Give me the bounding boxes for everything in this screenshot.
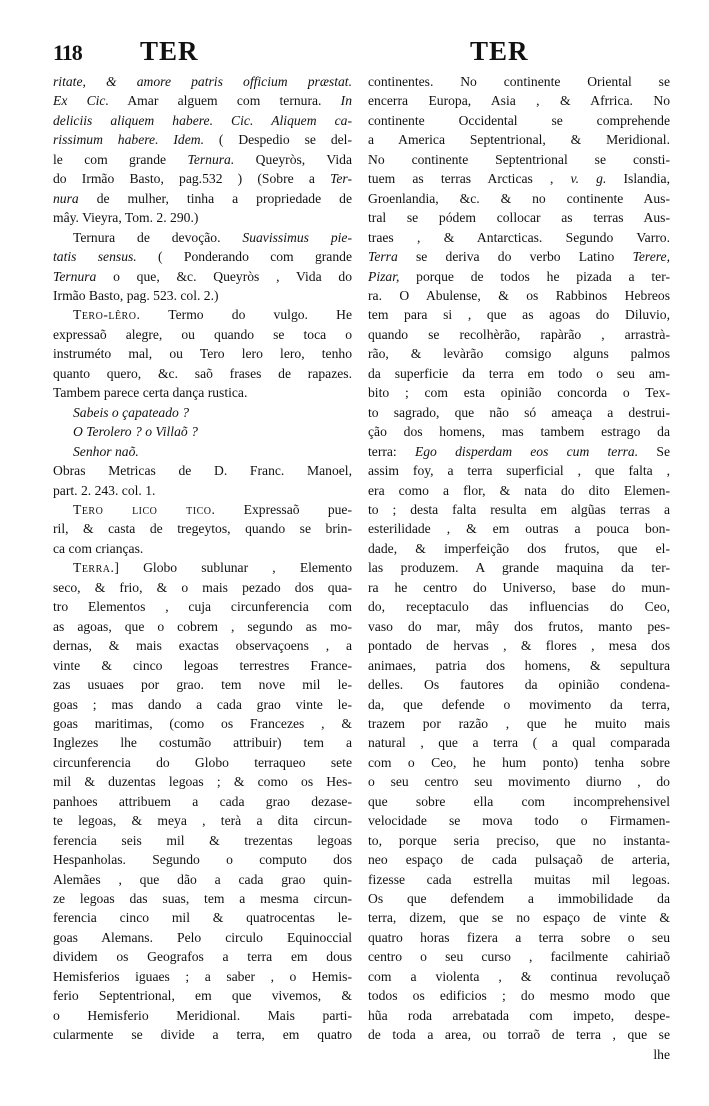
text-segment: terra: [368,443,415,459]
text-segment: continente Occidental se comprehende [368,112,670,128]
text-segment: delles. Os fautores da opinião condena- [368,677,670,693]
text-segment: ( Despedio se del- [204,132,352,148]
text-line [368,247,670,266]
text-segment: traes , & Antarcticas. Segundo Varro. [368,229,670,245]
text-line [368,383,670,402]
text-line [53,267,352,286]
text-segment: Islandia, [606,171,670,187]
text-line [368,325,670,344]
italic-text: Ego disperdam eos cum terra. [414,443,639,459]
text-line [368,850,670,869]
text-segment: seco, & frio, & o mais pezado dos qua- [53,579,352,595]
page-number: 118 [53,40,82,65]
text-line [368,889,670,908]
text-line [53,364,352,383]
text-segment: terra, dizem, que se no espaço de vinte & [368,910,670,926]
text-segment: esterilidade , & em outras a pouca bon- [368,521,670,537]
text-segment: tuem as terras Arcticas , [368,171,571,187]
text-line [368,617,670,636]
text-segment: dade, & imperfeição dos frutos, que el- [368,540,670,556]
text-line [368,169,670,188]
italic-text: Sabeis o çapateado ? [73,404,190,420]
text-line [368,986,670,1005]
text-segment: porque de todos he pizada a ter- [399,268,670,284]
text-segment: Groenlandia, &c. & no continente Aus- [368,190,670,206]
text-line [368,636,670,655]
text-line [368,403,670,422]
text-line [368,111,670,130]
text-line [368,481,670,500]
italic-text: Terra [368,249,398,265]
text-line [53,247,352,266]
text-line [368,539,670,558]
text-line [53,72,352,91]
text-segment: dividem os Geografos a terra em dous [53,949,352,965]
text-line [53,597,352,616]
text-line [368,928,670,947]
text-line [368,870,670,889]
text-segment: circunferencia do Globo terraqueo sete [53,754,352,770]
text-line [53,753,352,772]
text-segment: neo espaço de cada pulsaçaõ de arteria, [368,852,670,868]
text-line [368,831,670,850]
text-line [53,403,352,422]
text-line [53,442,352,461]
text-segment: las produzem. A grande maquina da ter- [368,560,670,576]
text-line [368,130,670,149]
text-segment: Se [638,443,670,459]
text-line [53,130,352,149]
text-line [368,714,670,733]
text-segment: goas maritimas, (como os Francezes , & [53,715,352,731]
text-segment: todos os edificios ; do mesmo modo que [368,988,670,1004]
text-line [368,967,670,986]
text-segment: Tambem parece certa dança rustica. [53,385,248,401]
text-segment: zas usuaes por grao. tem nove mil le- [53,677,352,693]
text-line [53,714,352,733]
text-segment: do Irmão Basto, pag.532 ) (Sobre a [53,171,331,187]
text-line [368,91,670,110]
text-segment: Hemisferios iguaes ; a saber , o Hemis- [53,968,352,984]
text-line [368,558,670,577]
text-segment: ca com crianças. [53,540,144,556]
italic-text: Ex Cic. [53,93,109,109]
text-line [53,208,352,227]
text-line [53,733,352,752]
text-line [53,831,352,850]
text-line [368,792,670,811]
entry-headword: Terra. [73,560,115,576]
text-segment: era como a flor, & nata do dito Elemen- [368,482,670,498]
text-segment: ferio Septentrional, em que vivemos, & [53,988,352,1004]
text-line [53,558,352,577]
text-line [53,811,352,830]
text-segment: bito ; com esta opinião concorda o Tex- [368,385,670,401]
text-segment: Obras Metricas de D. Franc. Manoel, [53,463,352,479]
text-segment: quando se recolhèrão, rapàrão , arrastrà- [368,326,670,342]
text-line [53,578,352,597]
text-segment: com a violenta , & continua revoluçaõ [368,968,670,984]
text-line [368,364,670,383]
text-segment: com o Ceo, he hum ponto) tenha sobre [368,754,670,770]
text-segment: trazem por razão , que he muito mais [368,715,670,731]
text-segment: ( Ponderando com grande [136,249,352,265]
text-segment: ra he centro do Universo, base do mun- [368,579,670,595]
text-line [53,189,352,208]
text-segment: velocidade se mova todo o Firmamen- [368,813,670,829]
text-segment: ferencia cinco mil & quatrocentas le- [53,910,352,926]
text-segment: to ; desta falta resulta em algũas terras a [368,501,670,517]
italic-text: tatis sensus. [53,249,137,265]
text-segment: expressaõ alegre, ou quando se toca o [53,326,352,342]
text-segment: da, que defende o movimento da terra, [368,696,670,712]
italic-text: Ter- [330,171,352,187]
text-line [53,617,352,636]
text-segment: que sobre ella com incomprehensivel [368,793,670,809]
text-segment: continentes. No continente Oriental se [368,74,670,89]
text-segment: panhoes attribuem a cada grao dezase- [53,793,352,809]
text-segment: animaes, patria dos homens, & sepultura [368,657,670,673]
text-line [368,228,670,247]
text-line [53,500,352,519]
text-line [368,675,670,694]
text-line [368,267,670,286]
italic-text: Ternura [53,268,97,284]
text-line [368,656,670,675]
running-head-left: TER [140,36,199,66]
text-line [368,208,670,227]
text-segment: Termo do vulgo. He [140,307,352,323]
text-line [53,383,352,402]
text-segment: ] Globo sublunar , Elemento [114,560,352,576]
text-line [53,539,352,558]
text-line [368,305,670,324]
italic-text: Suavissimus pie- [242,229,352,245]
running-head-right: TER [470,36,529,66]
text-line [368,733,670,752]
text-line [368,772,670,791]
text-segment: o Hemisferio Meridional. Mais parti- [53,1007,352,1023]
text-segment: No continente Septentrional se consti- [368,151,670,167]
text-line [53,422,352,441]
text-line [53,481,352,500]
text-line [53,870,352,889]
text-segment: goas Alemans. Pelo circulo Equinoccial [53,929,352,945]
text-segment: Alemães , que dão a cada grao quin- [53,871,352,887]
text-segment: rão, & levàrão comsigo alguns palmos [368,346,670,362]
text-segment: mây. Vieyra, Tom. 2. 290.) [53,210,199,226]
text-line [368,695,670,714]
text-line [53,928,352,947]
text-segment: te legoas, & meya , terà a dita circun- [53,813,352,829]
text-segment: hũa roda arrebatada com impeto, despe- [368,1007,670,1023]
italic-text: Terere, [632,249,670,265]
text-segment: o seu centro seu movimento diurno , do [368,774,670,790]
text-segment: Expressaõ pue- [215,501,352,517]
text-line [53,636,352,655]
catchword: lhe [653,1046,670,1062]
text-segment: ção dos homens, mas tambem estrago da [368,424,670,440]
text-segment: Amar alguem com ternura. [108,93,341,109]
text-line [368,500,670,519]
text-line [53,325,352,344]
text-segment: de toda a area, ou torraõ de terra , que se [368,1027,670,1043]
text-line [368,1006,670,1025]
text-line [368,422,670,441]
text-line [368,150,670,169]
entry-headword: Tero-lêro. [73,307,141,323]
text-segment: o que, &c. Queyròs , Vida do [96,268,352,284]
left-column [53,72,352,1045]
text-line [368,1025,670,1044]
right-column [368,72,670,1064]
text-line [368,442,670,461]
text-line [53,169,352,188]
text-line [368,519,670,538]
text-line [368,947,670,966]
text-segment: Inglezes lhe costumão attribuir) tem a [53,735,352,751]
text-line [368,72,670,91]
italic-text: In [340,93,352,109]
text-segment: de mulher, tinha a propriedade de [78,190,352,206]
text-line [53,695,352,714]
text-line [53,1025,352,1044]
italic-text: Senhor naõ. [73,443,139,459]
text-segment: encerra Europa, Asia , & Afrrica. No [368,93,670,109]
text-line [368,578,670,597]
text-segment: quatro horas fizera a terra sobre o seu [368,929,670,945]
text-segment: Hespanholas. Segundo o computo dos [53,852,352,868]
text-line [368,753,670,772]
text-segment: part. 2. 243. col. 1. [53,482,156,498]
text-line [53,91,352,110]
text-segment: do, receptaculo das influencias do Ceo, [368,599,670,615]
text-segment: to, porque seria preciso, que no instanta- [368,832,670,848]
text-segment: mil & duzentas legoas ; & como os Hes- [53,774,352,790]
text-line [368,908,670,927]
text-line [53,675,352,694]
text-segment: Queyròs, Vida [234,151,352,167]
italic-text: v. g. [570,171,607,187]
text-segment: natural , que a terra ( a qual comparada [368,735,670,751]
italic-text: Pizar, [368,268,400,284]
text-line [53,947,352,966]
text-segment: goas ; mas dando a cada grao vinte le- [53,696,352,712]
text-line [368,286,670,305]
text-segment: cularmente se divide a terra, em quatro [53,1027,352,1043]
text-segment: Irmão Basto, pag. 523. col. 2.) [53,287,219,303]
text-segment: le com grande [53,151,188,167]
text-line [368,597,670,616]
text-segment: instruméto mal, ou Tero lero lero, tenho [53,346,352,362]
text-line [53,519,352,538]
text-segment: ra. O Abulense, & os Rabbinos Hebreos [368,287,670,303]
text-line [368,344,670,363]
italic-text: deliciis aliquem habere. Cic. Aliquem ca- [53,112,352,128]
text-line [53,305,352,324]
text-segment: da superficie da terra em todo o seu am- [368,365,670,381]
text-segment: vaso do mar, mây dos frutos, manto pes- [368,618,670,634]
text-line [53,792,352,811]
text-segment: ril, & casta de tregeytos, quando se brin- [53,521,352,537]
text-line [53,286,352,305]
text-segment: se deriva do verbo Latino [397,249,633,265]
text-line [53,772,352,791]
italic-text: O Terolero ? o Villaõ ? [73,424,198,440]
text-line [53,344,352,363]
text-segment: a America Septentrional, & Meridional. [368,132,670,148]
text-segment: ze legoas das suas, tem a mesma circun- [53,891,352,907]
text-segment: tro Elementos , cuja circunferencia com [53,599,352,615]
text-segment: as agoas, que o cobrem , segundo as mo- [53,618,352,634]
text-segment: dernas, & mais exactas observaçoens , a [53,638,352,654]
text-segment: Os que defendem a immobilidade da [368,891,670,907]
text-segment: tem para si , que as agoas do Diluvio, [368,307,670,323]
text-line [368,811,670,830]
text-line [53,1006,352,1025]
text-line [53,111,352,130]
italic-text: Ternura. [187,151,235,167]
text-line [53,967,352,986]
text-segment: to sagrado, que não só ameaça a destrui- [368,404,670,420]
text-line [368,189,670,208]
text-line [53,908,352,927]
text-line [53,150,352,169]
italic-text: ritate, & amore patris officium præstat. [53,74,352,89]
text-line [53,656,352,675]
entry-headword: Tero lico tico. [73,501,216,517]
text-line [368,461,670,480]
text-segment: quanto quero, &c. saõ frases de rapazes. [53,365,352,381]
text-segment: fizesse cada estrella muitas mil legoas. [368,871,670,887]
text-line [53,228,352,247]
text-line [53,889,352,908]
italic-text: nura [53,190,79,206]
text-segment: vinte & cinco legoas terrestres France- [53,657,352,673]
text-segment: Ternura de devoção. [73,229,243,245]
text-segment: assim foy, a terra superficial , que falta , [368,463,670,479]
text-segment: centro o seu curso , facilmente cahiriaõ [368,949,670,965]
text-segment: ferencia seis mil & trezentas legoas [53,832,352,848]
text-segment: tral se pódem collocar as terras Aus- [368,210,670,226]
text-segment: pontado de hervas , & flores , mesa dos [368,638,670,654]
text-line [53,850,352,869]
italic-text: rissimum habere. Idem. [53,132,204,148]
text-line [53,461,352,480]
text-line [53,986,352,1005]
